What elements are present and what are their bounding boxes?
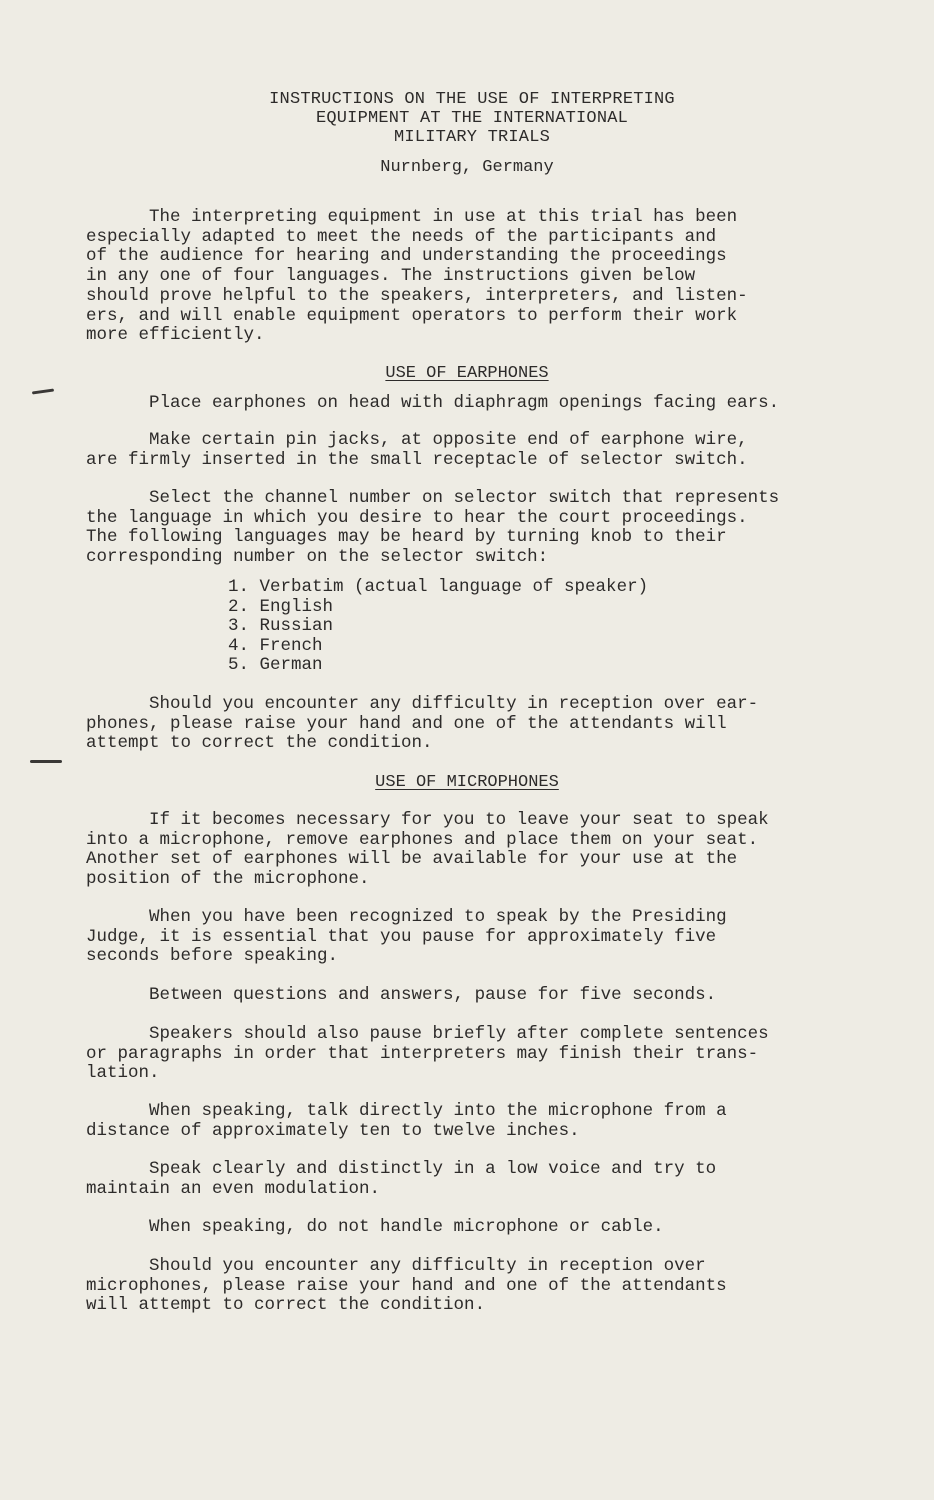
list-item: 4. French (228, 635, 323, 656)
title-line-2: EQUIPMENT AT THE INTERNATIONAL (315, 109, 629, 128)
intro-paragraph: The interpreting equipment in use at this trial has been especially adapted to meet the needs of the participants and of the audience for hearing and understanding the proceedings in any one of four languages. The instructions given below should prove helpful to the speakers, interpreters, and listen- ers, and will enable equipment operators to perform their work more efficiently. (86, 207, 748, 346)
language-list (228, 578, 648, 676)
microphones-heading: USE OF MICROPHONES (375, 773, 559, 792)
earphones-paragraph-1: Place earphones on head with diaphragm openings facing ears. (86, 393, 780, 413)
microphones-paragraph-8: Should you encounter any difficulty in reception over microphones, please raise your hand and one of the attendants will attempt to correct the condition. (86, 1256, 727, 1316)
microphones-paragraph-5: When speaking, talk directly into the microphone from a distance of approximately ten to twelve inches. (86, 1101, 727, 1141)
list-item: 2. English (228, 596, 334, 617)
earphones-paragraph-2: Make certain pin jacks, at opposite end of earphone wire, are firmly inserted in the small receptacle of selector switch. (86, 430, 748, 470)
microphones-paragraph-1: If it becomes necessary for you to leave your seat to speak into a microphone, remove earphones and place them on your seat. Another set of earphones will be available for your use at the position of the microphone. (86, 810, 769, 890)
document-title (0, 90, 934, 147)
earphones-paragraph-3: Select the channel number on selector switch that represents the language in which you desire to hear the court proceedings. The following languages may be heard by turning knob to their corresponding number on the selector switch: (86, 488, 780, 568)
punch-mark-top (32, 388, 54, 394)
earphones-paragraph-4: Should you encounter any difficulty in reception over ear- phones, please raise your hand and one of the attendants will attempt to correct the condition. (86, 694, 759, 754)
microphones-paragraph-7: When speaking, do not handle microphone or cable. (86, 1217, 664, 1237)
microphones-paragraph-3: Between questions and answers, pause for five seconds. (86, 985, 717, 1005)
microphones-paragraph-4: Speakers should also pause briefly after complete sentences or paragraphs in order that interpreters may finish their trans- lation. (86, 1024, 769, 1084)
earphones-heading: USE OF EARPHONES (385, 364, 549, 383)
list-item: 1. Verbatim (actual language of speaker) (228, 577, 649, 597)
microphones-paragraph-2: When you have been recognized to speak by the Presiding Judge, it is essential that you pause for approximately five seconds before speaking. (86, 907, 727, 967)
list-item: 5. German (228, 655, 323, 676)
title-line-3: MILITARY TRIALS (393, 128, 551, 147)
document-place: Nurnberg, Germany (380, 158, 554, 177)
title-line-1: INSTRUCTIONS ON THE USE OF INTERPRETING (269, 90, 675, 109)
punch-mark-bottom (30, 760, 62, 763)
list-item: 3. Russian (228, 616, 334, 637)
microphones-paragraph-6: Speak clearly and distinctly in a low voice and try to maintain an even modulation. (86, 1159, 717, 1199)
